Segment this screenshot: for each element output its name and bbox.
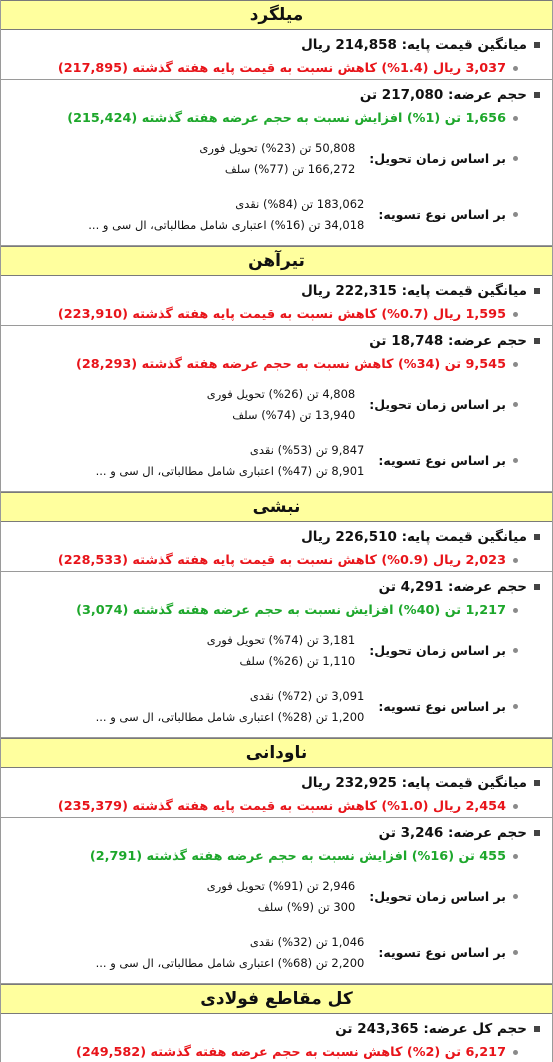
dot-bullet-icon xyxy=(513,402,518,407)
delivery-time-breakdown xyxy=(7,130,540,186)
section-header-rebar: میلگرد xyxy=(1,0,552,30)
supply-main-line xyxy=(7,576,540,598)
price-main-line xyxy=(7,772,540,794)
settlement-label: بر اساس نوع تسویه: xyxy=(378,206,506,222)
delivery-time-breakdown xyxy=(7,622,540,678)
delivery-forward-text: 13,940 تن (74%) سلف xyxy=(232,407,356,422)
delivery-time-label: بر اساس زمان تحویل: xyxy=(369,396,506,412)
dot-bullet-icon xyxy=(513,950,518,955)
supply-main-line xyxy=(7,84,540,106)
square-bullet-icon xyxy=(534,584,540,590)
delivery-time-values xyxy=(199,140,355,177)
supply-main-line xyxy=(7,330,540,352)
square-bullet-icon xyxy=(534,338,540,344)
price-change-text: 3,037 ریال (1.4%) کاهش نسبت به قیمت پایه هفته گذشته (217,895) xyxy=(57,60,506,76)
settlement-breakdown xyxy=(7,186,540,242)
dot-bullet-icon xyxy=(513,804,518,809)
supply-change-text: 9,545 تن (34%) کاهش نسبت به حجم عرضه هفته گذشته (28,293) xyxy=(76,356,506,372)
supply-change-text: 1,217 تن (40%) افزایش نسبت به حجم عرضه هفته گذشته (3,074) xyxy=(76,602,506,618)
settlement-cash-text: 1,046 تن (32%) نقدی xyxy=(249,934,365,949)
supply-box-ibeam xyxy=(1,326,552,492)
dot-bullet-icon xyxy=(513,212,518,217)
price-box-rebar xyxy=(1,30,552,80)
supply-box-rebar xyxy=(1,80,552,246)
dot-bullet-icon xyxy=(513,312,518,317)
supply-main-text: حجم عرضه: 18,748 تن xyxy=(369,333,527,349)
square-bullet-icon xyxy=(534,42,540,48)
delivery-forward-text: 300 تن (9%) سلف xyxy=(257,899,356,914)
price-change-text: 2,454 ریال (1.0%) کاهش نسبت به قیمت پایه هفته گذشته (235,379) xyxy=(57,798,506,814)
price-main-text: میانگین قیمت پایه: 226,510 ریال xyxy=(301,529,527,545)
delivery-forward-text: 166,272 تن (77%) سلف xyxy=(224,161,356,176)
section-header-angle: نبشی xyxy=(1,492,552,522)
supply-main-line xyxy=(7,822,540,844)
price-box-angle xyxy=(1,522,552,572)
supply-change-line xyxy=(7,844,540,868)
total-main-text: حجم کل عرضه: 243,365 تن xyxy=(335,1021,527,1037)
delivery-time-values xyxy=(207,632,356,669)
price-box-ibeam xyxy=(1,276,552,326)
settlement-breakdown xyxy=(7,432,540,488)
supply-change-text: 455 تن (16%) افزایش نسبت به حجم عرضه هفته گذشته (2,791) xyxy=(89,848,506,864)
delivery-immediate-text: 50,808 تن (23%) تحویل فوری xyxy=(199,140,356,155)
price-main-text: میانگین قیمت پایه: 232,925 ریال xyxy=(301,775,527,791)
settlement-label: بر اساس نوع تسویه: xyxy=(378,698,506,714)
total-change-text: 6,217 تن (2%) کاهش نسبت به حجم عرضه هفته گذشته (249,582) xyxy=(76,1044,506,1060)
price-change-line xyxy=(7,548,540,572)
square-bullet-icon xyxy=(534,288,540,294)
dot-bullet-icon xyxy=(513,156,518,161)
settlement-credit-text: 34,018 تن (16%) اعتباری شامل مطالباتی، ال سی و ... xyxy=(88,217,365,232)
settlement-values xyxy=(96,442,365,479)
section-header-channel: ناودانی xyxy=(1,738,552,768)
dot-bullet-icon xyxy=(513,66,518,71)
dot-bullet-icon xyxy=(513,458,518,463)
dot-bullet-icon xyxy=(513,704,518,709)
price-main-line xyxy=(7,34,540,56)
supply-change-line xyxy=(7,352,540,376)
settlement-cash-text: 183,062 تن (84%) نقدی xyxy=(235,196,365,211)
supply-change-line xyxy=(7,598,540,622)
total-main-line xyxy=(7,1018,540,1040)
supply-main-text: حجم عرضه: 4,291 تن xyxy=(378,579,527,595)
square-bullet-icon xyxy=(534,780,540,786)
delivery-forward-text: 1,110 تن (26%) سلف xyxy=(239,653,356,668)
delivery-time-label: بر اساس زمان تحویل: xyxy=(369,888,506,904)
settlement-values xyxy=(88,196,364,233)
price-main-text: میانگین قیمت پایه: 222,315 ریال xyxy=(301,283,527,299)
settlement-breakdown xyxy=(7,924,540,980)
dot-bullet-icon xyxy=(513,894,518,899)
settlement-cash-text: 3,091 تن (72%) نقدی xyxy=(249,688,365,703)
total-supply-box xyxy=(1,1014,552,1062)
price-change-line xyxy=(7,302,540,326)
settlement-credit-text: 8,901 تن (47%) اعتباری شامل مطالباتی، ال سی و ... xyxy=(95,463,365,478)
dot-bullet-icon xyxy=(513,608,518,613)
price-change-text: 2,023 ریال (0.9%) کاهش نسبت به قیمت پایه هفته گذشته (228,533) xyxy=(57,552,506,568)
supply-box-channel xyxy=(1,818,552,984)
supply-change-text: 1,656 تن (1%) افزایش نسبت به حجم عرضه هفته گذشته (215,424) xyxy=(67,110,506,126)
settlement-label: بر اساس نوع تسویه: xyxy=(378,452,506,468)
price-box-channel xyxy=(1,768,552,818)
dot-bullet-icon xyxy=(513,116,518,121)
dot-bullet-icon xyxy=(513,648,518,653)
square-bullet-icon xyxy=(534,830,540,836)
dot-bullet-icon xyxy=(513,558,518,563)
delivery-time-values xyxy=(207,386,356,423)
delivery-time-breakdown xyxy=(7,868,540,924)
delivery-immediate-text: 4,808 تن (26%) تحویل فوری xyxy=(206,386,356,401)
delivery-time-values xyxy=(207,878,356,915)
dot-bullet-icon xyxy=(513,1050,518,1055)
supply-main-text: حجم عرضه: 217,080 تن xyxy=(359,87,527,103)
price-main-line xyxy=(7,280,540,302)
settlement-values xyxy=(96,688,365,725)
price-change-text: 1,595 ریال (0.7%) کاهش نسبت به قیمت پایه هفته گذشته (223,910) xyxy=(57,306,506,322)
square-bullet-icon xyxy=(534,534,540,540)
price-change-line xyxy=(7,56,540,80)
settlement-label: بر اساس نوع تسویه: xyxy=(378,944,506,960)
settlement-credit-text: 1,200 تن (28%) اعتباری شامل مطالباتی، ال سی و ... xyxy=(95,709,365,724)
section-header-ibeam: تیرآهن xyxy=(1,246,552,276)
delivery-time-label: بر اساس زمان تحویل: xyxy=(369,642,506,658)
settlement-values xyxy=(96,934,365,971)
total-change-line xyxy=(7,1040,540,1062)
price-main-text: میانگین قیمت پایه: 214,858 ریال xyxy=(301,37,527,53)
supply-change-line xyxy=(7,106,540,130)
delivery-immediate-text: 3,181 تن (74%) تحویل فوری xyxy=(206,632,356,647)
square-bullet-icon xyxy=(534,92,540,98)
dot-bullet-icon xyxy=(513,362,518,367)
settlement-breakdown xyxy=(7,678,540,734)
section-header-total: کل مقاطع فولادی xyxy=(1,984,552,1014)
delivery-time-breakdown xyxy=(7,376,540,432)
price-main-line xyxy=(7,526,540,548)
delivery-time-label: بر اساس زمان تحویل: xyxy=(369,150,506,166)
dot-bullet-icon xyxy=(513,854,518,859)
supply-main-text: حجم عرضه: 3,246 تن xyxy=(378,825,527,841)
settlement-credit-text: 2,200 تن (68%) اعتباری شامل مطالباتی، ال سی و ... xyxy=(95,955,365,970)
price-change-line xyxy=(7,794,540,818)
settlement-cash-text: 9,847 تن (53%) نقدی xyxy=(249,442,365,457)
supply-box-angle xyxy=(1,572,552,738)
delivery-immediate-text: 2,946 تن (91%) تحویل فوری xyxy=(206,878,356,893)
square-bullet-icon xyxy=(534,1026,540,1032)
